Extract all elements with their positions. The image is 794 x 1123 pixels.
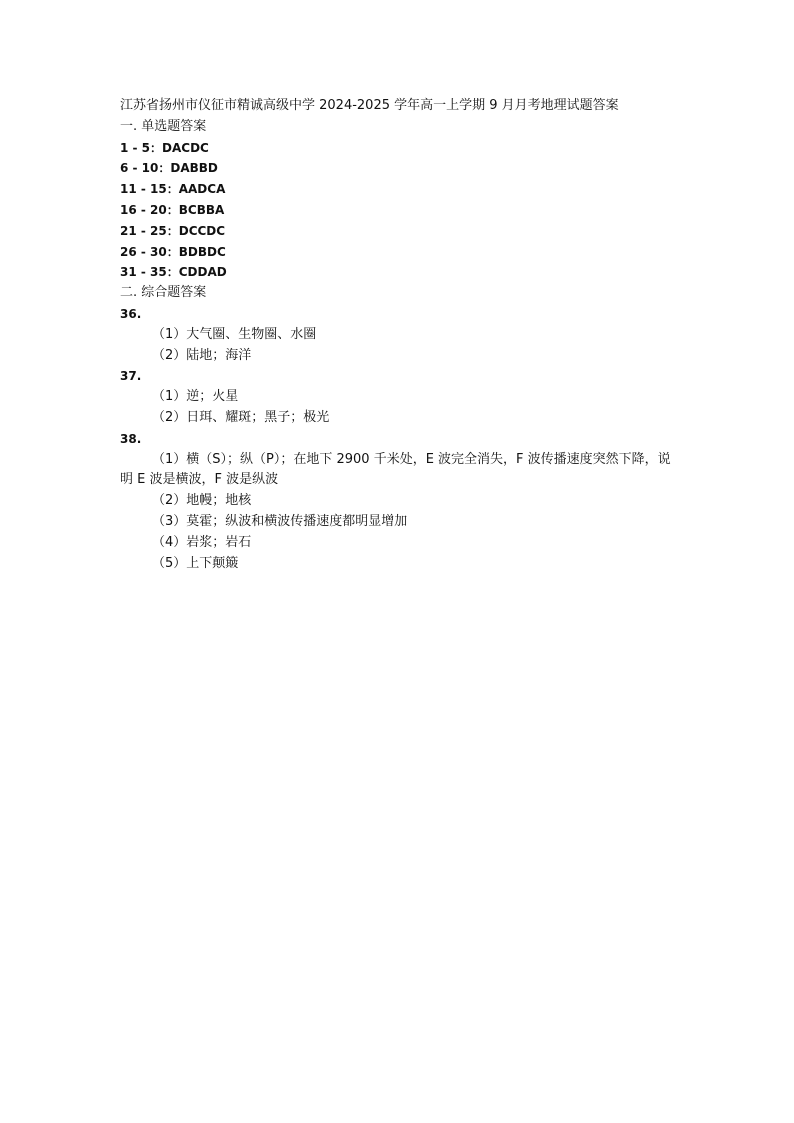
answer-row: 21 - 25：DCCDC: [120, 223, 226, 238]
q38-answer-4: （4）岩浆；岩石: [152, 534, 252, 550]
question-number-38: 38.: [120, 431, 142, 446]
answer-row: 6 - 10：DABBD: [120, 161, 218, 176]
q37-answer-2: （2）日珥、耀斑；黑子；极光: [152, 409, 330, 425]
answer-row: 26 - 30：BDBDC: [120, 244, 226, 259]
q37-answer-1: （1）逆；火星: [152, 389, 239, 405]
section1-heading: 一. 单选题答案: [120, 118, 207, 134]
answer-row: 31 - 35：CDDAD: [120, 265, 227, 280]
document-title: 江苏省扬州市仪征市精诚高级中学 2024-2025 学年高一上学期 9 月月考地理试题答案: [120, 98, 619, 113]
section2-heading: 二. 综合题答案: [120, 285, 207, 301]
q38-answer-3: （3）莫霍；纵波和横波传播速度都明显增加: [152, 513, 408, 529]
question-number-37: 37.: [120, 369, 142, 384]
answer-document: [120, 96, 680, 574]
answer-row: 11 - 15：AADCA: [120, 182, 226, 197]
q38-answer-5: （5）上下颠簸: [152, 555, 239, 571]
answer-row: 16 - 20：BCBBA: [120, 202, 225, 217]
question-number-36: 36.: [120, 306, 142, 321]
q36-answer-1: （1）大气圈、生物圈、水圈: [152, 326, 317, 342]
q36-answer-2: （2）陆地；海洋: [152, 347, 252, 363]
q38-answer-1: （1）横（S）；纵（P）；在地下 2900 千米处，E 波完全消失，F 波传播速度突然下降，说明 E 波是横波，F 波是纵波: [120, 451, 671, 488]
q38-answer-2: （2）地幔；地核: [152, 493, 252, 509]
answer-row: 1 - 5：DACDC: [120, 140, 209, 155]
